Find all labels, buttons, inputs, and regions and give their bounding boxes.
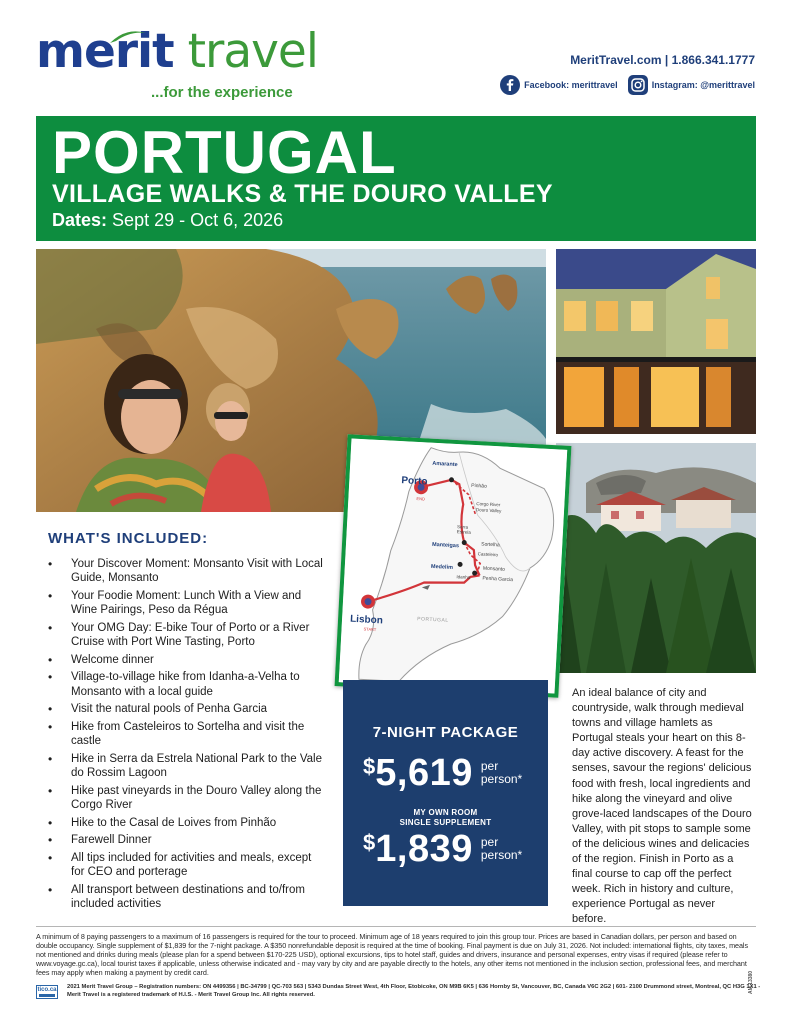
- map-label-lisbon: Lisbon: [349, 613, 384, 627]
- package-label: 7-NIGHT PACKAGE: [372, 724, 519, 741]
- per-line-1: per: [480, 835, 499, 849]
- map-label-penha: Penha Garcia: [482, 575, 514, 584]
- page-subtitle: VILLAGE WALKS & THE DOURO VALLEY: [52, 180, 553, 208]
- contact-line[interactable]: MeritTravel.com | 1.866.341.1777: [570, 53, 755, 67]
- currency-symbol: $: [363, 830, 376, 855]
- logo-travel: travel: [187, 24, 318, 79]
- page-title: PORTUGAL: [52, 119, 397, 186]
- facebook-icon: [500, 75, 520, 95]
- map-label-porto-end: END: [416, 495, 426, 502]
- dates-value: Sept 29 - Oct 6, 2026: [112, 210, 284, 230]
- village-forest-photo: [556, 443, 756, 673]
- map-label-corgo: Corgo River: [476, 501, 501, 508]
- supplement-line-2: SINGLE SUPPLEMENT: [399, 818, 492, 827]
- map-label-amarante: Amarante: [432, 460, 458, 469]
- map-label-idanha: Idanha: [456, 574, 471, 580]
- merit-travel-logo: [36, 24, 318, 101]
- social-links: [500, 75, 755, 95]
- list-item: • Welcome dinner: [46, 653, 324, 667]
- map-label-estrela: Estrela: [456, 529, 471, 535]
- tico-logo: [36, 985, 58, 999]
- route-map: [335, 434, 572, 697]
- per-line-2: person*: [480, 772, 523, 786]
- supplement-amount: 1,839: [375, 828, 473, 870]
- instagram-link[interactable]: [628, 75, 755, 95]
- facebook-label: Facebook: merittravel: [524, 80, 618, 90]
- per-line-1: per: [480, 759, 499, 773]
- currency-symbol: $: [363, 754, 376, 779]
- per-line-2: person*: [480, 848, 523, 862]
- map-label-casteleiro: Casteleiro: [477, 551, 499, 558]
- map-label-porto: Porto: [401, 475, 428, 488]
- list-item: • Your OMG Day: E-bike Tour of Porto or a River Cruise with Port Wine Tasting, Porto: [46, 621, 324, 649]
- map-label-monsanto: Monsanto: [482, 565, 506, 573]
- registration-info: [67, 983, 761, 999]
- title-banner: [36, 116, 756, 241]
- map-label-lisbon-start: START: [363, 626, 377, 633]
- logo-merit: merit: [36, 24, 174, 79]
- package-price: [363, 752, 522, 794]
- list-item: • Village-to-village hike from Idanha-a-Velha to Monsanto with a local guide: [46, 670, 324, 698]
- instagram-label: Instagram: @merittravel: [651, 80, 755, 90]
- list-item: • Farewell Dinner: [46, 833, 324, 847]
- tour-dates: [52, 210, 283, 231]
- included-list: [46, 557, 324, 915]
- price-box: [343, 680, 548, 906]
- fine-print: A minimum of 8 paying passengers to a maximum of 16 passengers is required for the tour to proceed. Minimum age of 18 years required to join this group tour. Prices are based in Canadian dollars, per person and based on double occupancy. Single supplement of $1,839 for the 7-night package. A $350 nonrefundable deposit is required at the time of booking. Final payment is due on July 31, 2026. Not included: international flights, city taxes, meals not mentioned and drinks during meals (please plan for a spend between $170-225 USD), optional excursions, tips to hotel staff, guides and drivers, insurance and personal expenses, entry visas if required (please refer to www.voyage.gc.ca), local tourist taxes if applicable, unless otherwise indicated and - may vary by city and are payable directly to the hotels, any other items not mentioned in the inclusion section, professional fees, and merchant fees may apply when making a payment by credit card.: [36, 932, 749, 977]
- instagram-icon: [628, 75, 648, 95]
- list-item: • Visit the natural pools of Penha Garcia: [46, 702, 324, 716]
- map-label-country: PORTUGAL: [417, 616, 449, 624]
- list-item: • Hike to the Casal de Loives from Pinhão: [46, 816, 324, 830]
- dates-label: Dates:: [52, 210, 108, 230]
- list-item: • Your Discover Moment: Monsanto Visit with Local Guide, Monsanto: [46, 557, 324, 585]
- price-amount: 5,619: [375, 752, 473, 794]
- facebook-link[interactable]: [500, 75, 618, 95]
- map-label-serra: Serra: [456, 524, 469, 530]
- list-item: • All tips included for activities and meals, except for CEO and porterage: [46, 851, 324, 879]
- map-label-pinhao: Pinhão: [471, 482, 487, 490]
- supplement-label: [343, 808, 548, 828]
- registration-line-2: Merit Travel is a registered trademark of H.I.S. - Merit Travel Group Inc. All rights reserved.: [67, 992, 315, 998]
- price-per: [481, 836, 522, 862]
- logo-swoosh-icon: [108, 29, 148, 45]
- list-item: • Hike past vineyards in the Douro Valley along the Corgo River: [46, 784, 324, 812]
- included-heading: WHAT'S INCLUDED:: [48, 530, 209, 547]
- map-label-douro: Douro Valley: [475, 507, 502, 514]
- map-label-medelim: Medelim: [430, 563, 454, 571]
- registration-line-1: 2021 Merit Travel Group – Registration numbers: ON 4499356 | BC-34799 | QC-703 563 | 5343 Dundas Street West, 4th Floor, Etobicoke, ON M9B 6K5 | 636 Hornby St, Vancouver, BC, Canada V6C 2G2 | 601- 2100 Drummond street, Montreal, QC H3G 1X1 -: [67, 984, 761, 990]
- logo-tagline: ...for the experience: [151, 84, 293, 101]
- list-item: • Your Foodie Moment: Lunch With a View and Wine Pairings, Peso da Régua: [46, 589, 324, 617]
- price-per: [481, 760, 522, 786]
- tico-bar: [39, 994, 55, 997]
- tico-text: tico.ca: [37, 987, 57, 993]
- document-code: AM 13380: [748, 970, 754, 994]
- hotel-night-photo: [556, 249, 756, 434]
- map-label-manteigas: Manteigas: [431, 541, 460, 550]
- logo-wordmark: [36, 26, 318, 78]
- list-item: • Hike from Casteleiros to Sortelha and visit the castle: [46, 720, 324, 748]
- map-label-sortelha: Sortelha: [481, 541, 500, 549]
- supplement-price: [363, 828, 522, 870]
- tour-description: An ideal balance of city and countryside, walk through medieval towns and village hamlets as Portugal steals your heart on this 8-day active discovery. A feast for the senses, savour the regions' delicious food with fresh, local ingredients and hike along the vineyard and olive grove-laced landscapes of the Douro Valley, with pit stops to sample some of the delicious wines and delicacies of the region. Finish in Porto as a final course to cap off the perfect week. Rich in history and culture, experience Portugal as never before.: [572, 687, 752, 926]
- footer-divider: [36, 926, 756, 927]
- list-item: • Hike in Serra da Estrela National Park to the Vale do Rossim Lagoon: [46, 752, 324, 780]
- supplement-line-1: MY OWN ROOM: [413, 808, 478, 817]
- list-item: • All transport between destinations and to/from included activities: [46, 883, 324, 911]
